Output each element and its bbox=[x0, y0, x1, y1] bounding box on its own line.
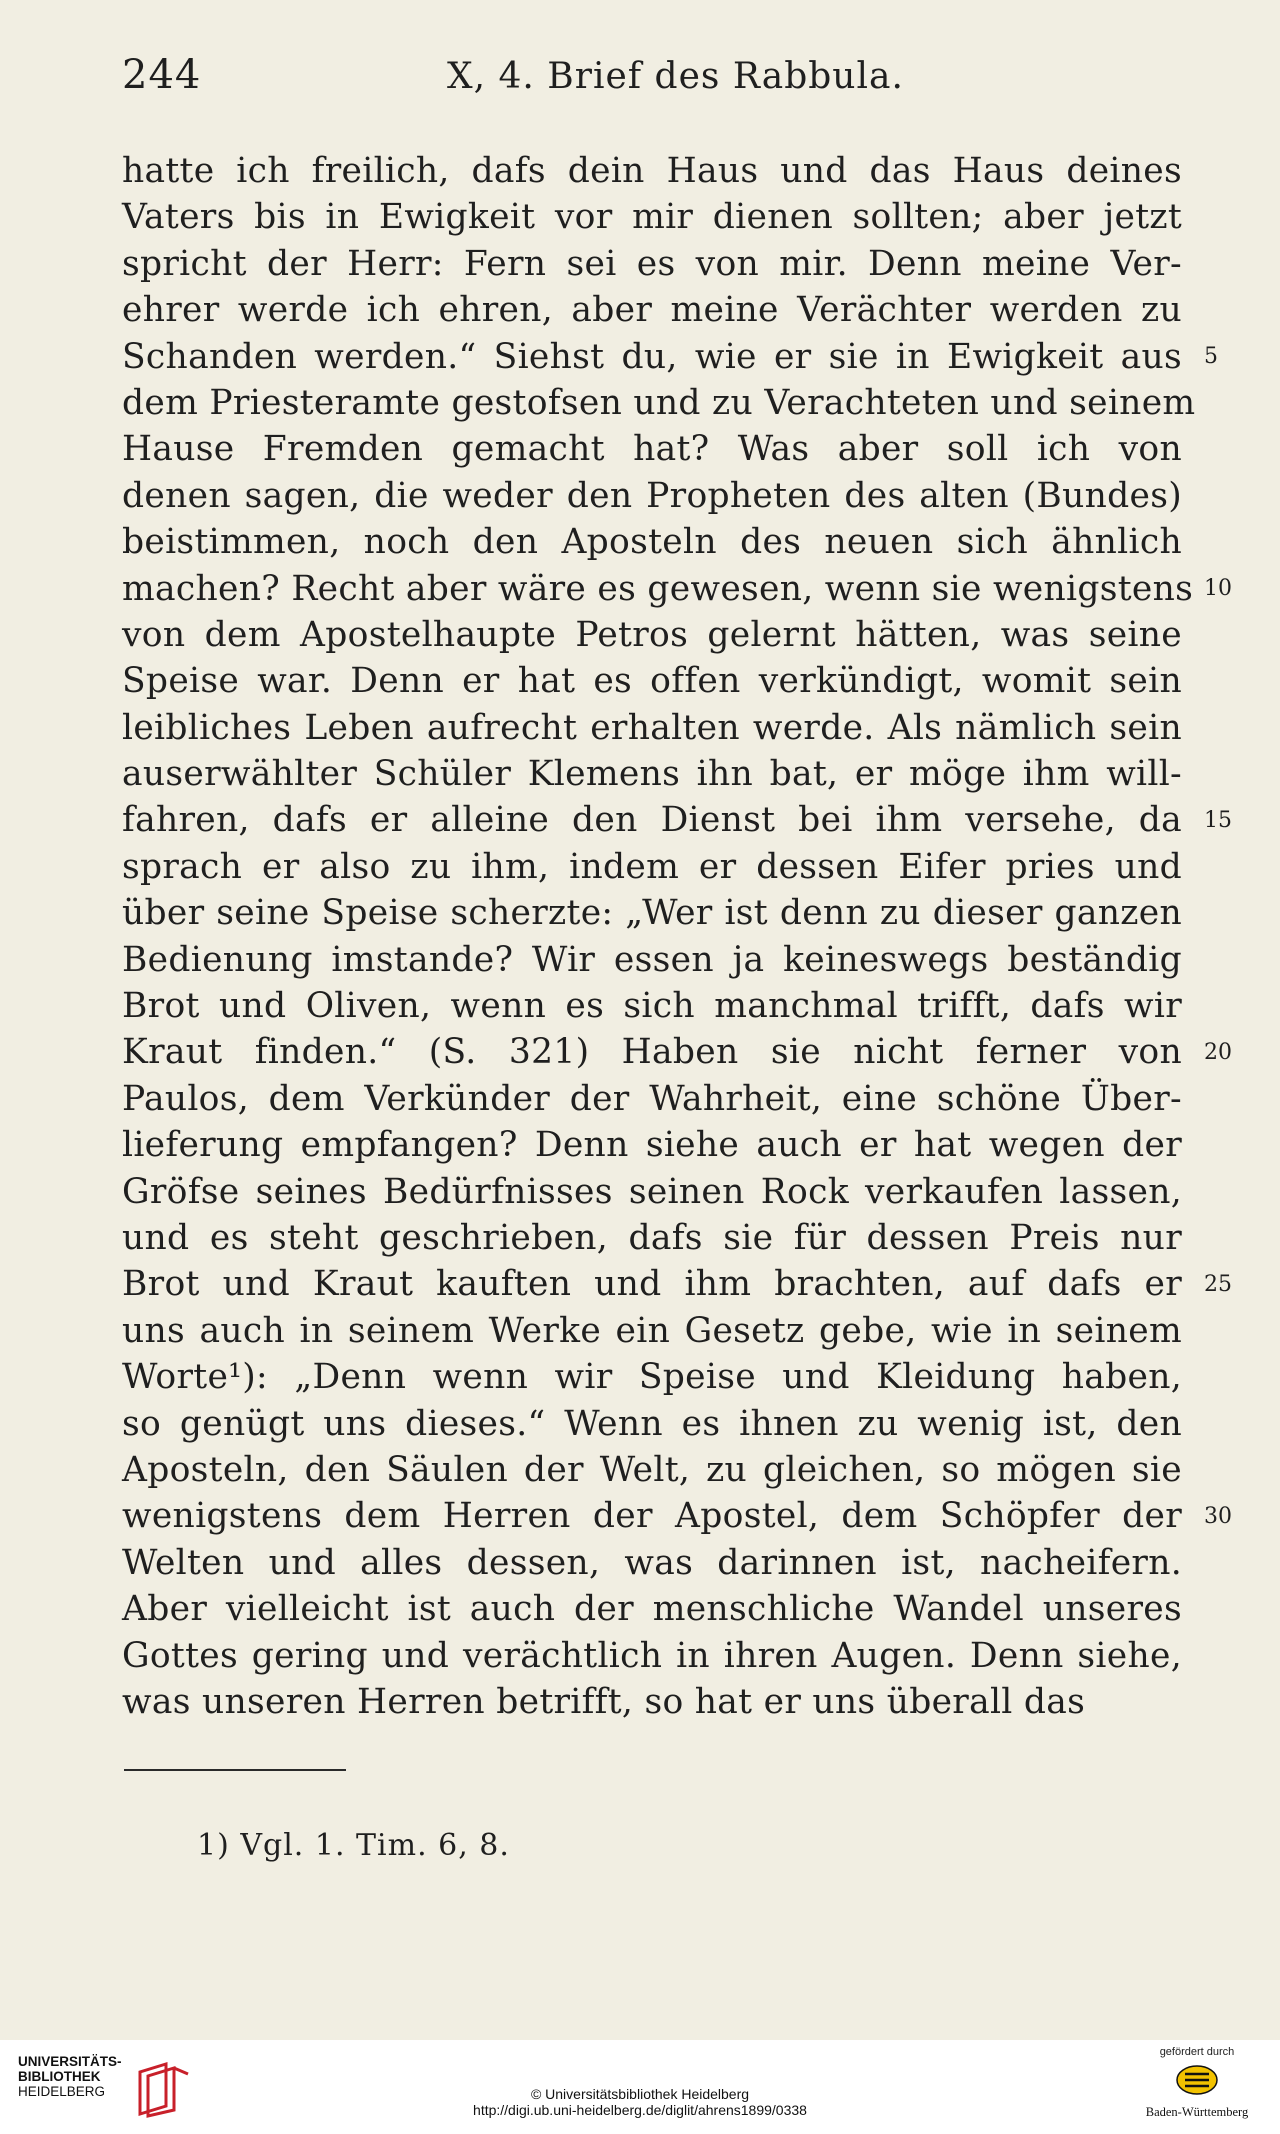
text-line: was unseren Herren betrifft, so hat er uns überall das bbox=[122, 1681, 1086, 1722]
footnote-rule bbox=[124, 1769, 346, 1771]
text-line: machen? Recht aber wäre es gewesen, wenn sie wenigstens bbox=[122, 568, 1194, 609]
text-line: Aposteln, den Säulen der Welt, zu gleichen, so mögen sie bbox=[122, 1449, 1182, 1490]
text-line: hatte ich freilich, dafs dein Haus und das Haus deines bbox=[122, 151, 1182, 191]
margin-line-number: 15 bbox=[1204, 807, 1232, 833]
library-name-line1: UNIVERSITÄTS- bbox=[18, 2054, 122, 2069]
text-line: so genügt uns dieses.“ Wenn es ihnen zu wenig ist, den bbox=[122, 1403, 1182, 1444]
margin-line-number: 30 bbox=[1204, 1503, 1232, 1529]
text-line: denen sagen, die weder den Propheten des alten (Bundes) bbox=[122, 475, 1182, 516]
text-line: sprach er also zu ihm, indem er dessen Eifer pries und bbox=[122, 846, 1182, 887]
body-text bbox=[122, 148, 1196, 1725]
text-line: leibliches Leben aufrecht erhalten werde. Als nämlich sein bbox=[122, 707, 1182, 748]
state-crest-icon bbox=[1175, 2064, 1219, 2096]
text-line: Bedienung imstande? Wir essen ja keineswegs beständig bbox=[122, 939, 1182, 980]
margin-line-number: 25 bbox=[1204, 1271, 1232, 1297]
text-line: lieferung empfangen? Denn siehe auch er hat wegen der bbox=[122, 1125, 1182, 1166]
text-line: Hause Fremden gemacht hat? Was aber soll ich von bbox=[122, 429, 1182, 470]
text-line: Gottes gering und verächtlich in ihren Augen. Denn siehe, bbox=[122, 1635, 1182, 1676]
text-line: Aber vielleicht ist auch der menschliche Wandel unseres bbox=[122, 1589, 1182, 1630]
library-name-line2: BIBLIOTHEK bbox=[18, 2069, 101, 2084]
text-line: Gröfse seines Bedürfnisses seinen Rock verkaufen lassen, bbox=[122, 1171, 1182, 1212]
source-url[interactable]: http://digi.ub.uni-heidelberg.de/diglit/ahrens1899/0338 bbox=[473, 2102, 807, 2118]
footnote: 1) Vgl. 1. Tim. 6, 8. bbox=[197, 1828, 510, 1863]
text-line: Vaters bis in Ewigkeit vor mir dienen sollten; aber jetzt bbox=[122, 197, 1182, 238]
text-line: Speise war. Denn er hat es offen verkündigt, womit sein bbox=[122, 661, 1182, 702]
digitization-footer bbox=[0, 2040, 1280, 2134]
margin-line-number: 10 bbox=[1204, 575, 1232, 601]
text-line: uns auch in seinem Werke ein Gesetz gebe, wie in seinem bbox=[122, 1310, 1182, 1351]
sponsor-label: gefördert durch bbox=[1159, 2046, 1235, 2058]
margin-line-number: 5 bbox=[1204, 343, 1218, 369]
text-line: Kraut finden.“ (S. 321) Haben sie nicht ferner von bbox=[122, 1032, 1182, 1073]
running-head: X, 4. Brief des Rabbula. bbox=[447, 56, 904, 97]
text-line: Brot und Oliven, wenn es sich manchmal trifft, dafs wir bbox=[122, 986, 1182, 1027]
text-line: Welten und alles dessen, was darinnen ist, nacheifern. bbox=[122, 1542, 1182, 1583]
page-header bbox=[122, 52, 1182, 112]
text-line: und es steht geschrieben, dafs sie für dessen Preis nur bbox=[122, 1217, 1182, 1258]
text-line: Schanden werden.“ Siehst du, wie er sie in Ewigkeit aus bbox=[122, 336, 1182, 377]
text-line: von dem Apostelhaupte Petros gelernt hätten, was seine bbox=[122, 614, 1182, 655]
text-line: ehrer werde ich ehren, aber meine Verächter werden zu bbox=[122, 290, 1182, 331]
text-line: beistimmen, noch den Aposteln des neuen sich ähnlich bbox=[122, 522, 1182, 563]
text-line: Paulos, dem Verkünder der Wahrheit, eine schöne Über- bbox=[122, 1078, 1182, 1119]
copyright-notice bbox=[0, 2086, 1280, 2118]
library-name-line3: HEIDELBERG bbox=[18, 2084, 106, 2099]
text-line: über seine Speise scherzte: „Wer ist denn zu dieser ganzen bbox=[122, 893, 1182, 934]
sponsor-region: Baden-Württemberg bbox=[1145, 2105, 1249, 2119]
text-line: Worte¹): „Denn wenn wir Speise und Kleidung haben, bbox=[122, 1357, 1182, 1398]
margin-line-number: 20 bbox=[1204, 1039, 1232, 1065]
text-line: fahren, dafs er alleine den Dienst bei ihm versehe, da bbox=[122, 800, 1182, 841]
text-line: wenigstens dem Herren der Apostel, dem Schöpfer der bbox=[122, 1496, 1182, 1537]
text-line: Brot und Kraut kauften und ihm brachten, auf dafs er bbox=[122, 1264, 1182, 1305]
page-number: 244 bbox=[122, 52, 202, 98]
copyright-text: © Universitätsbibliothek Heidelberg bbox=[530, 2086, 750, 2102]
text-line: spricht der Herr: Fern sei es von mir. Denn meine Ver- bbox=[122, 243, 1182, 284]
sponsor-block bbox=[1132, 2046, 1262, 2120]
text-line: dem Priesteramte gestofsen und zu Verachteten und seinem bbox=[122, 382, 1196, 423]
text-line: auserwählter Schüler Klemens ihn bat, er möge ihm will- bbox=[122, 754, 1182, 795]
